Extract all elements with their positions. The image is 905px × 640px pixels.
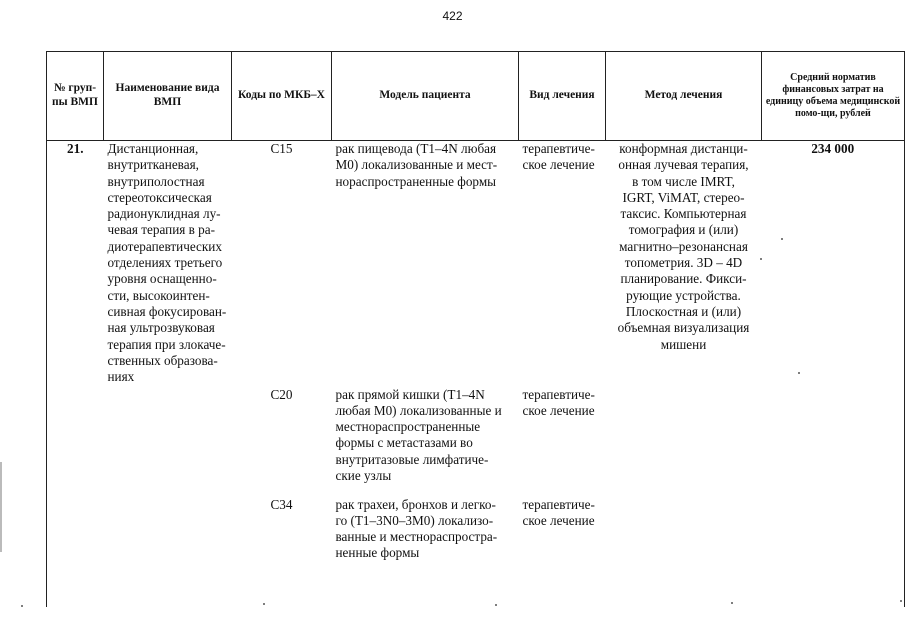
page-number: 422 bbox=[442, 9, 463, 23]
scan-speck bbox=[760, 258, 762, 260]
header-treatment-method: Метод лечения bbox=[606, 52, 762, 141]
scan-speck bbox=[495, 604, 497, 606]
scan-speck bbox=[781, 238, 783, 240]
scan-speck bbox=[21, 605, 23, 607]
patient-model: рак пищевода (T1–4N любая M0) локализованные и мест- нораспространенные формы bbox=[335, 141, 498, 189]
scan-speck bbox=[263, 603, 265, 605]
header-patient-model: Модель пациента bbox=[332, 52, 519, 141]
patient-model: рак трахеи, бронхов и легко- го (T1–3N0–3M0) локализо- ванные и местнораспростра- ненные формы bbox=[335, 496, 498, 561]
header-cost-norm: Средний норматив финансовых затрат на единицу объема медицинской помо-щи, рублей bbox=[762, 52, 905, 141]
scan-speck bbox=[798, 372, 800, 374]
header-group-no: № груп-пы ВМП bbox=[47, 52, 104, 141]
header-treatment-type: Вид лечения bbox=[519, 52, 606, 141]
icd-code: C20 bbox=[270, 386, 293, 402]
table-row-c15 bbox=[47, 141, 905, 387]
vmp-table bbox=[46, 51, 905, 607]
header-vmp-name: Наименование вида ВМП bbox=[104, 52, 232, 141]
cost-norm: 234 000 bbox=[762, 141, 905, 607]
vmp-name: Дистанционная, внутритканевая, внутриполостная стереотоксическая радионуклидная лу- чевая терапия в ра- диотерапевтических отделениях третьего уровня оснащенно- сти, высокоинтен- сивная фокусирован- ная ультрозвуковая терапия при злокаче- ственных образова- ниях bbox=[107, 141, 227, 385]
icd-code: C34 bbox=[270, 496, 293, 512]
scan-edge-shadow bbox=[0, 462, 2, 552]
header-icd-codes: Коды по МКБ–X bbox=[232, 52, 332, 141]
group-number: 21. bbox=[47, 141, 104, 607]
patient-model: рак прямой кишки (T1–4N любая M0) локализованные и местнораспространенные формы с метастазами во внутритазовые лимфатиче- ские узлы bbox=[335, 386, 502, 483]
scan-speck bbox=[731, 602, 733, 604]
treatment-type: терапевтиче- ское лечение bbox=[522, 141, 595, 173]
treatment-type: терапевтиче- ское лечение bbox=[522, 496, 595, 528]
scan-speck bbox=[900, 600, 902, 602]
treatment-method: конформная дистанци- онная лучевая терапия, в том числе IMRT, IGRT, ViMAT, стерео- таксис. Компьютерная томография и (или) магнитно–резонансная топометрия. 3D – 4D планирование. Фикси- рующие устройства. Плоскостная и (или) объемная визуализация мишени bbox=[617, 141, 750, 352]
header-row bbox=[47, 52, 905, 141]
treatment-type: терапевтиче- ское лечение bbox=[522, 386, 595, 418]
icd-code: C15 bbox=[270, 141, 293, 156]
